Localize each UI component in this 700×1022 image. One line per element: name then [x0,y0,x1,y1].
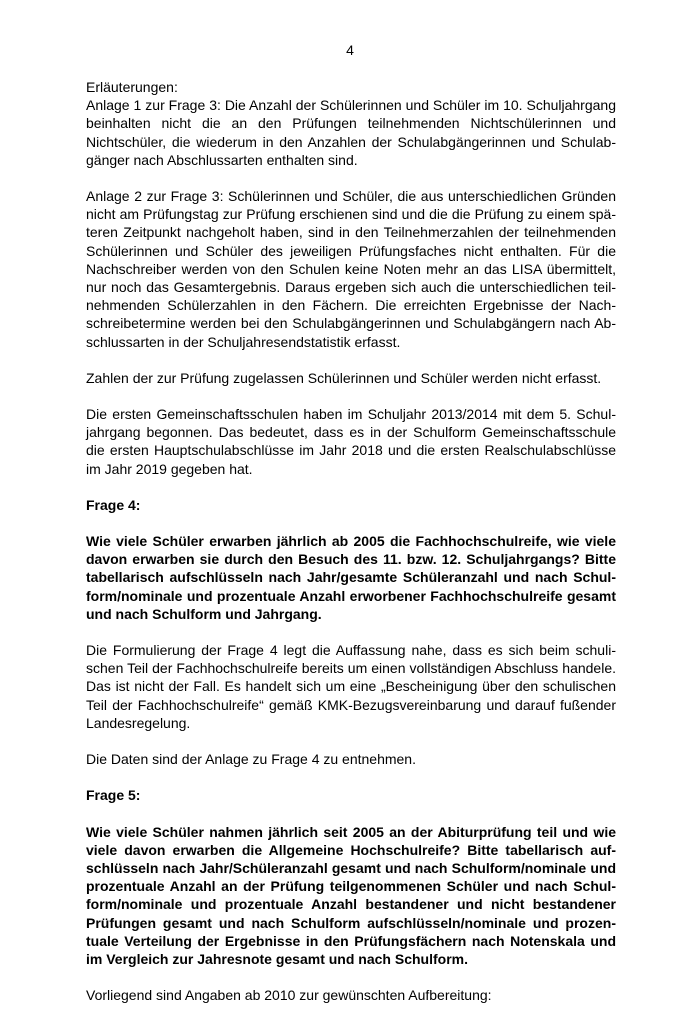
question5-text: Wie viele Schüler nahmen jährlich seit 2005 an der Abiturprüfung teil und wie viele davon erwarben die Allgemeine Hochschulreife? Bitte tabellarisch aufschlüsseln nach Jahr/Schüleranzahl gesamt und nach Schulform/nominale und prozentuale Anzahl an der Prüfung teilgenommenen Schüler und nach Schulform/nominale und prozentuale Anzahl bestandener und nicht bestandener Prüfungen gesamt und nach Schulform aufschlüsseln/nominale und prozentuale Verteilung der Ergebnisse in den Prüfungsfächern nach Notenskala und im Vergleich zur Jahresnote gesamt und nach Schulform. [86,823,616,967]
page-number: 4 [346,42,354,58]
community-schools-paragraph: Die ersten Gemeinschaftsschulen haben im Schuljahr 2013/2014 mit dem 5. Schuljahrgang begonnen. Das bedeutet, dass es in der Schulform Gemeinschaftsschule die ersten Hauptschulabschlüsse im Jahr 2018 und die ersten Realschulabschlüsse im Jahr 2019 gegeben hat. [86,406,616,477]
document-body [86,78,616,1022]
annex1-paragraph: Anlage 1 zur Frage 3: Die Anzahl der Schülerinnen und Schüler im 10. Schuljahrgang beinhalten nicht die an den Prüfungen teilnehmenden Nichtschülerinnen und Nichtschüler, die wiederum in den Anzahlen der Schulabgängerinnen und Schulabgänger nach Abschlussarten enthalten sind. [86,97,616,168]
explanations-heading: Erläuterungen: [86,79,178,95]
question4-text: Wie viele Schüler erwarben jährlich ab 2005 die Fachhochschulreife, wie viele davon erwarben sie durch den Besuch des 11. bzw. 12. Schuljahrgangs? Bitte tabellarisch aufschlüsseln nach Jahr/gesamte Schüleranzahl und nach Schulform/nominale und prozentuale Anzahl erworbener Fachhochschulreife gesamt und nach Schulform und Jahrgang. [86,533,616,622]
admitted-paragraph: Zahlen der zur Prüfung zugelassen Schülerinnen und Schüler werden nicht erfasst. [86,369,602,386]
question4-reference: Die Daten sind der Anlage zu Frage 4 zu entnehmen. [86,751,416,768]
annex2-paragraph: Anlage 2 zur Frage 3: Schülerinnen und Schüler, die aus unterschiedlichen Gründen nicht am Prüfungstag zur Prüfung erschienen sind und die die Prüfung zu einem späteren Zeitpunkt nachgeholt haben, sind in den Teilnehmerzahlen der teilnehmenden Schülerinnen und Schüler des jeweiligen Prüfungsfaches nicht enthalten. Für die Nachschreiber werden von den Schulen keine Noten mehr an das LISA übermittelt, nur noch das Gesamtergebnis. Daraus ergeben sich auch die unterschiedlichen teilnehmenden Schülerzahlen in den Fächern. Die erreichten Ergebnisse der Nachschreibetermine werden bei den Schulabgängerinnen und Schulabgängern nach Abschlussarten in der Schuljahresendstatistik erfasst. [86,188,616,350]
question4-label: Frage 4: [86,496,141,513]
question5-label: Frage 5: [86,787,141,804]
question4-answer: Die Formulierung der Frage 4 legt die Auffassung nahe, dass es sich beim schulischen Teil der Fachhochschulreife bereits um einen vollständigen Abschluss handele. Das ist nicht der Fall. Es handelt sich um eine „Bescheinigung über den schulischen Teil der Fachhochschulreife“ gemäß KMK-Bezugsvereinbarung und darauf fußender Landesregelung. [86,642,616,731]
question5-answer: Vorliegend sind Angaben ab 2010 zur gewünschten Aufbereitung: [86,987,492,1004]
